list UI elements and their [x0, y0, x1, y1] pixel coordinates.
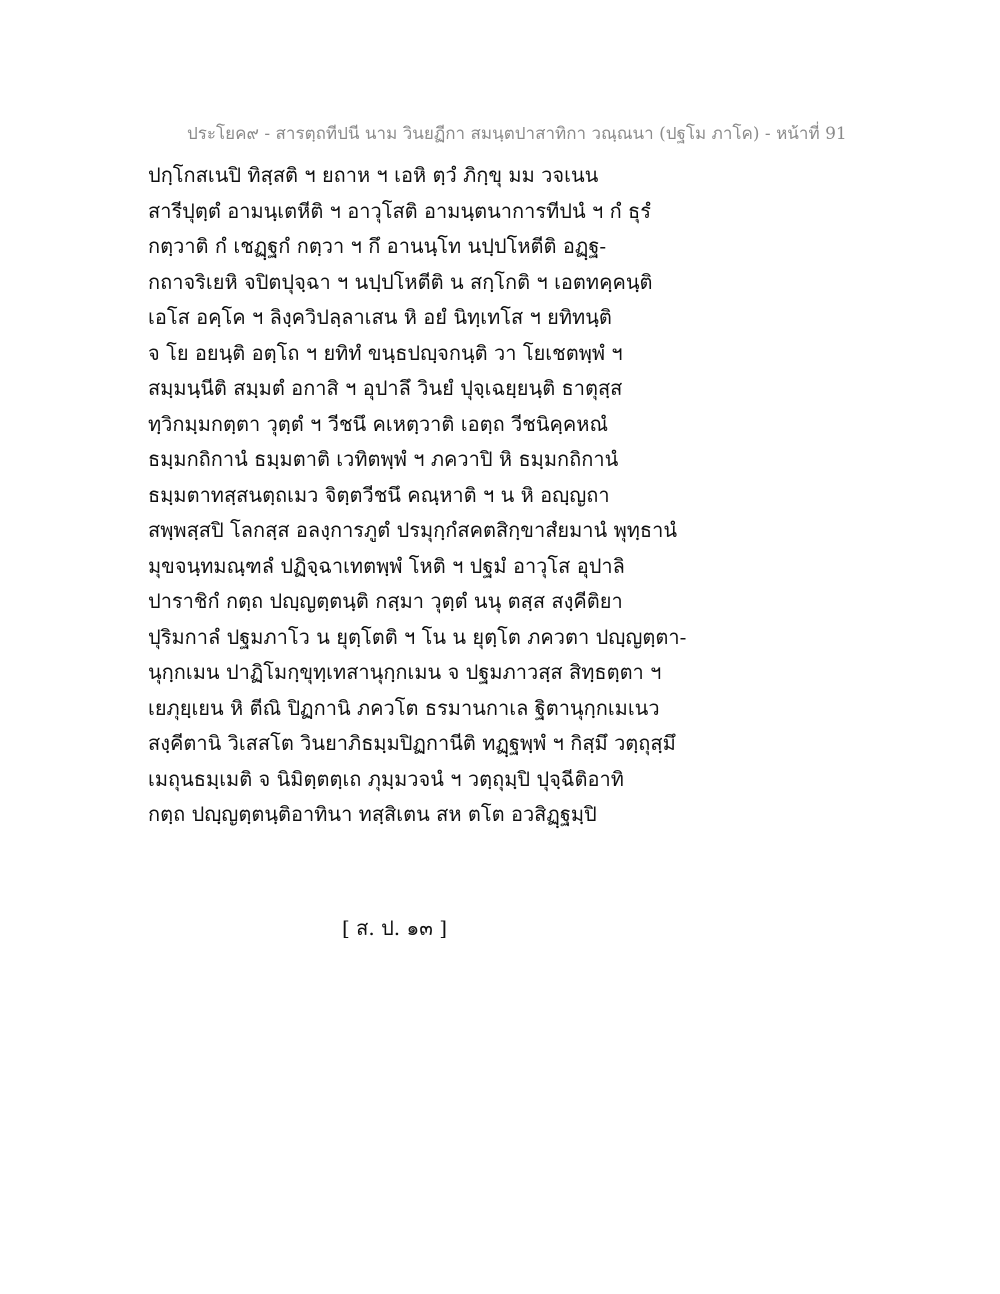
text-line: กตฺวาติ กํ เชฏฺฐกํ กตฺวา ฯ กึ อานนฺโท นปฺปโหตีติ อฏฺฐ- — [148, 234, 607, 258]
text-line: สพฺพสฺสปิ โลกสฺส อลงฺการภูตํ ปรมุกฺกํสคตสิกฺขาสํยมานํ พุทฺธานํ — [148, 518, 678, 542]
running-header: ประโยค๙ - สารตฺถทีปนี นาม วินยฏีกา สมนฺตปาสาทิกา วณฺณนา (ปฐโม ภาโค) - หน้าที่ 91 — [187, 124, 847, 144]
text-line: เอโส อคฺโค ฯ ลิงฺควิปลฺลาเสน หิ อยํ นิทฺเทโส ฯ ยทิทนฺติ — [148, 305, 612, 329]
text-line: สงฺคีตานิ วิเสสโต วินยาภิธมฺมปิฏกานีติ ทฏฺฐพฺพํ ฯ กิสฺมึ วตฺถุสฺมึ — [148, 731, 676, 755]
text-line: ธมฺมกถิกานํ ธมฺมตาติ เวทิตพฺพํ ฯ ภควาปิ หิ ธมฺมกถิกานํ — [148, 447, 619, 471]
text-line: สารีปุตฺตํ อามนฺเตหีติ ฯ อาวุโสติ อามนฺตนาการทีปนํ ฯ กํ ธุรํ — [148, 198, 651, 223]
text-line: ปกฺโกสเนปิ ทิสฺสติ ฯ ยถาห ฯ เอหิ ตฺวํ ภิกฺขุ มม วจเนน — [148, 163, 599, 187]
text-line: กถาจริเยหิ จปิตปุจฺฉา ฯ นปฺปโหตีติ น สกฺโกติ ฯ เอตทคฺคนฺติ — [148, 269, 653, 294]
sheet-mark: [ ส. ป. ๑๓ ] — [342, 916, 448, 940]
text-line: ปุริมกาลํ ปฐมภาโว น ยุตฺโตติ ฯ โน น ยุตฺโต ภควตา ปญฺญตฺตา- — [148, 624, 687, 649]
text-line: เมถุนธมฺเมติ จ นิมิตฺตตฺเถ ภุมฺมวจนํ ฯ วตฺถุมฺปิ ปุจฺฉีติอาทิ — [148, 766, 624, 791]
text-line: เยภุยฺเยน หิ ตีณิ ปิฏกานิ ภควโต ธรมานกาเล ฐิตานุกฺกเมเนว — [148, 695, 660, 720]
text-line: นุกฺกเมน ปาฏิโมกฺขุทฺเทสานุกฺกเมน จ ปฐมภาวสฺส สิทฺธตฺตา ฯ — [148, 660, 662, 684]
text-line: ทฺวิกมฺมกตฺตา วุตฺตํ ฯ วีชนึ คเหตฺวาติ เอตฺถ วีชนิคฺคหณํ — [148, 411, 609, 436]
text-line: สมฺมนฺนีติ สมฺมตํ อกาสิ ฯ อุปาลึ วินยํ ปุจฺเฉยฺยนฺติ ธาตุสฺส — [148, 376, 623, 400]
text-line: กตฺถ ปญฺญตฺตนฺติอาทินา ทสฺสิเตน สห ตโต อวสิฏฺฐมฺปิ — [148, 802, 597, 826]
body-text — [148, 158, 868, 833]
text-line: มุขจนฺทมณฺฑลํ ปฏิจฺฉาเทตพฺพํ โหติ ฯ ปฐมํ อาวุโส อุปาลิ — [148, 553, 625, 578]
text-line: ธมฺมตาทสฺสนตฺถเมว จิตฺตวีชนึ คณฺหาติ ฯ น หิ อญฺญถา — [148, 482, 610, 507]
text-line: จ โย อยนฺติ อตฺโถ ฯ ยทิทํ ขนฺธปญฺจกนฺติ วา โยเชตพฺพํ ฯ — [148, 340, 623, 365]
text-line: ปาราชิกํ กตฺถ ปญฺญตฺตนฺติ กสฺมา วุตฺตํ นนุ ตสฺส สงฺคีติยา — [148, 589, 623, 613]
